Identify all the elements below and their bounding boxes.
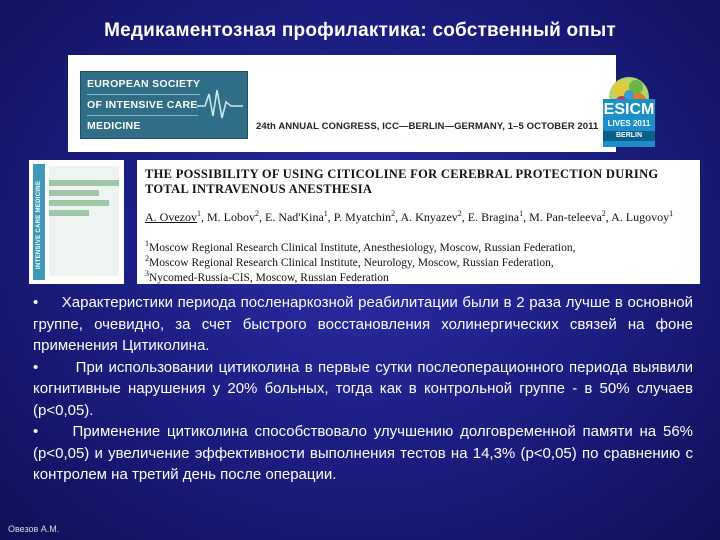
journal-page xyxy=(49,166,119,276)
lives-badge-esicm: ESICM xyxy=(603,101,655,118)
journal-cover xyxy=(29,160,124,284)
slide-title: Медикаментозная профилактика: собственный опыт xyxy=(104,20,616,41)
journal-spine xyxy=(33,164,45,280)
author: A. Knyazev xyxy=(400,210,458,224)
author: M. Lobov xyxy=(206,210,255,224)
bullet: • xyxy=(33,358,39,376)
logo-line-3: MEDICINE xyxy=(87,120,141,132)
finding-paragraph: • Характеристики периода посленаркозной реабилитации были в 2 раза лучше в основной группе, очевидно, за счет быстрого восстановления холинергических связей на фоне применения Цитиколина. xyxy=(33,294,693,354)
affiliation-1: $^1$Moscow Regional Research Clinical Institute, Anesthesiology, Moscow, Russian Federation, xyxy=(145,239,576,254)
abstract-box xyxy=(137,160,700,284)
esicm-logo xyxy=(80,71,248,139)
findings-text xyxy=(33,292,693,486)
journal-spine-text: INTENSIVE CARE MEDICINE xyxy=(36,180,42,269)
finding-paragraph: • При использовании цитиколина в первые сутки послеоперационного периода выявили когнитивные нарушения у 20% больных, тогда как в контрольной группе - в 50% случаев (p<0,05). xyxy=(33,358,693,419)
author: E. Nad'Kina xyxy=(264,210,324,224)
lives-badge-year: LIVES 2011 xyxy=(607,119,651,128)
abstract-title: THE POSSIBILITY OF USING CITICOLINE FOR CEREBRAL PROTECTION DURING TOTAL INTRAVENOUS ANESTHESIA xyxy=(145,167,659,196)
congress-text: 24th ANNUAL CONGRESS, ICC—BERLIN—GERMANY, 1–5 OCTOBER 2011 xyxy=(256,121,599,132)
logo-line-1: EUROPEAN SOCIETY xyxy=(87,74,200,95)
lives-badge-city: BERLIN xyxy=(603,131,655,141)
author: E. Bragina xyxy=(467,210,520,224)
author: A. Ovezov xyxy=(145,210,197,224)
heartbeat-icon xyxy=(197,84,243,124)
footer-author: Овезов А.М. xyxy=(8,524,60,534)
bullet: • xyxy=(33,423,39,440)
finding-paragraph: • Применение цитиколина способствовало улучшению долговременной памяти на 56% (p<0,05) и увеличение эффективности выполнения тестов на 14,3% (p<0,05) по сравнению с контролем на третий день после операции. xyxy=(33,423,694,483)
congress-banner xyxy=(68,55,655,152)
affiliation-2: $^2$Moscow Regional Research Clinical Institute, Neurology, Moscow, Russian Federation, xyxy=(145,254,554,269)
lives-badge xyxy=(603,99,655,147)
abstract-authors: A. Ovezov$^1$, M. Lobov$^2$, E. Nad'Kina$^1$, P. Myatchin$^2$, A. Knyazev$^2$, E. Bragina$^1$, M. Pan-teleeva$^2$, A. Lugovoy$^1$ xyxy=(145,209,674,224)
affiliation-3: $^3$Nycomed-Russia-CIS, Moscow, Russian Federation xyxy=(145,269,389,284)
bullet: • xyxy=(33,294,39,311)
logo-line-2: OF INTENSIVE CARE xyxy=(87,95,198,116)
author: P. Myatchin xyxy=(333,210,392,224)
author: M. Pan-teleeva xyxy=(529,210,602,224)
author: A. Lugovoy xyxy=(611,210,670,224)
